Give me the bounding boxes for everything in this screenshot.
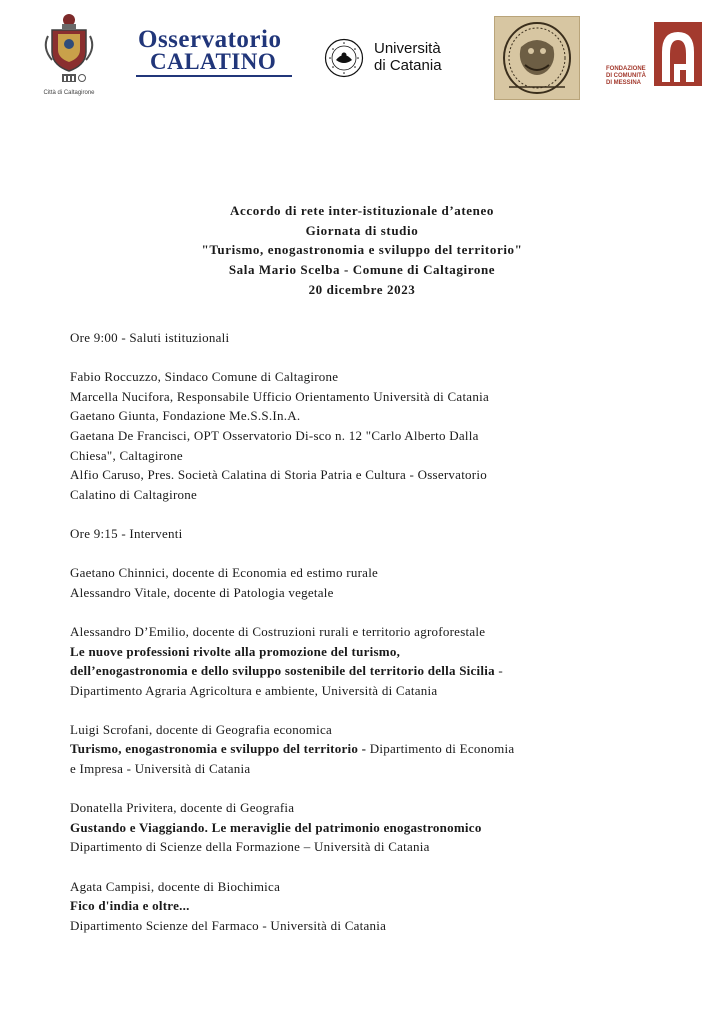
chair-line: Alessandro Vitale, docente di Patologia vegetale: [70, 584, 334, 600]
heading-line-4: Sala Mario Scelba - Comune di Caltagirone: [228, 262, 496, 278]
talk-4: [70, 877, 670, 936]
fondazione-arch-icon: [654, 22, 702, 86]
heading-line-1: Accordo di rete inter-istituzionale d’ateneo: [230, 203, 494, 218]
crest-icon: [38, 12, 100, 88]
program-slot-1: [70, 328, 670, 348]
osservatorio-line2: CALATINO: [150, 49, 277, 74]
heading-line-2: Giornata di studio: [305, 222, 419, 238]
chair-line: Gaetano Chinnici, docente di Economia ed estimo rurale: [70, 565, 379, 581]
talk-title: Turismo, enogastronomia e sviluppo del territorio -: [70, 741, 367, 757]
greeting-line: Chiesa", Caltagirone: [70, 447, 183, 463]
fondazione-comunita-messina-logo: [606, 22, 704, 100]
fondazione-caption: [606, 66, 656, 87]
greetings-block: [70, 367, 670, 504]
unict-line1: Università: [374, 40, 441, 57]
talk-affiliation: Dipartimento di Scienze della Formazione – Università di Catania: [70, 839, 430, 855]
osservatorio-underline: [136, 75, 292, 77]
unesco-icon: [62, 74, 86, 82]
talk-speaker: Alessandro D’Emilio, docente di Costruzioni rurali e territorio agroforestale: [70, 623, 486, 639]
talk-title: Fico d'india e oltre...: [70, 898, 190, 914]
unict-seal-icon: [324, 38, 364, 78]
engraving-image: [494, 16, 580, 100]
talk-speaker: Agata Campisi, docente di Biochimica: [70, 878, 281, 894]
unict-wordmark: [374, 40, 442, 74]
slot1-text: Ore 9:00 - Saluti istituzionali: [70, 330, 230, 345]
talk-2: [70, 720, 670, 779]
engraving-emblem-icon: [495, 17, 579, 99]
greeting-line: Calatino di Caltagirone: [70, 486, 198, 502]
greeting-line: Fabio Roccuzzo, Sindaco Comune di Caltagirone: [70, 369, 339, 385]
talk-title-line-2: [70, 661, 670, 681]
talk-title: Le nuove professioni rivolte alla promozione del turismo,: [70, 643, 401, 659]
osservatorio-calatino-logo: [136, 26, 294, 76]
unict-line2: di Catania: [374, 57, 442, 74]
citta-caltagirone-logo: [38, 12, 100, 102]
slot2-text: Ore 9:15 - Interventi: [70, 525, 183, 541]
talk-speaker: Donatella Privitera, docente di Geografia: [70, 800, 295, 816]
talk-title-line: [70, 739, 670, 759]
greeting-line: Marcella Nucifora, Responsabile Ufficio Orientamento Università di Catania: [70, 388, 489, 404]
talk-title-cont: dell’enogastronomia e dello sviluppo sostenibile del territorio della Sicilia: [70, 663, 495, 679]
chairs-block: [70, 563, 670, 602]
citta-caption: Città di Caltagirone: [43, 90, 95, 96]
talk-dash: -: [494, 663, 503, 679]
fondazione-line2: DI COMUNITÀ: [606, 73, 646, 79]
osservatorio-line1: Osservatorio: [138, 26, 282, 53]
talk-title: Gustando e Viaggiando. Le meraviglie del patrimonio enogastronomico: [70, 819, 482, 835]
talk-3: [70, 798, 670, 857]
talk-speaker: Luigi Scrofani, docente di Geografia economica: [70, 721, 333, 737]
greeting-line: Gaetano Giunta, Fondazione Me.S.S.In.A.: [70, 408, 301, 424]
universita-catania-logo: [324, 36, 454, 86]
talk-affiliation: Dipartimento di Economia: [366, 741, 515, 757]
program-body: [70, 328, 670, 955]
talk-affiliation-cont: e Impresa - Università di Catania: [70, 761, 251, 777]
fondazione-box: [654, 22, 702, 86]
talk-affiliation: Dipartimento Agraria Agricoltura e ambiente, Università di Catania: [70, 682, 438, 698]
talk-affiliation: Dipartimento Scienze del Farmaco - Università di Catania: [70, 917, 387, 933]
program-slot-2: [70, 524, 670, 544]
event-heading: [0, 201, 724, 300]
fondazione-line3: DI MESSINA: [606, 80, 642, 86]
talk-1: [70, 622, 670, 700]
heading-line-5: 20 dicembre 2023: [308, 281, 416, 297]
greeting-line: Alfio Caruso, Pres. Società Calatina di Storia Patria e Cultura - Osservatorio: [70, 467, 487, 483]
greeting-line: Gaetana De Francisci, OPT Osservatorio Di-sco n. 12 "Carlo Alberto Dalla: [70, 427, 479, 443]
heading-line-3: "Turismo, enogastronomia e sviluppo del territorio": [201, 242, 523, 258]
fondazione-line1: FONDAZIONE: [606, 66, 646, 72]
logo-header: [0, 10, 724, 110]
